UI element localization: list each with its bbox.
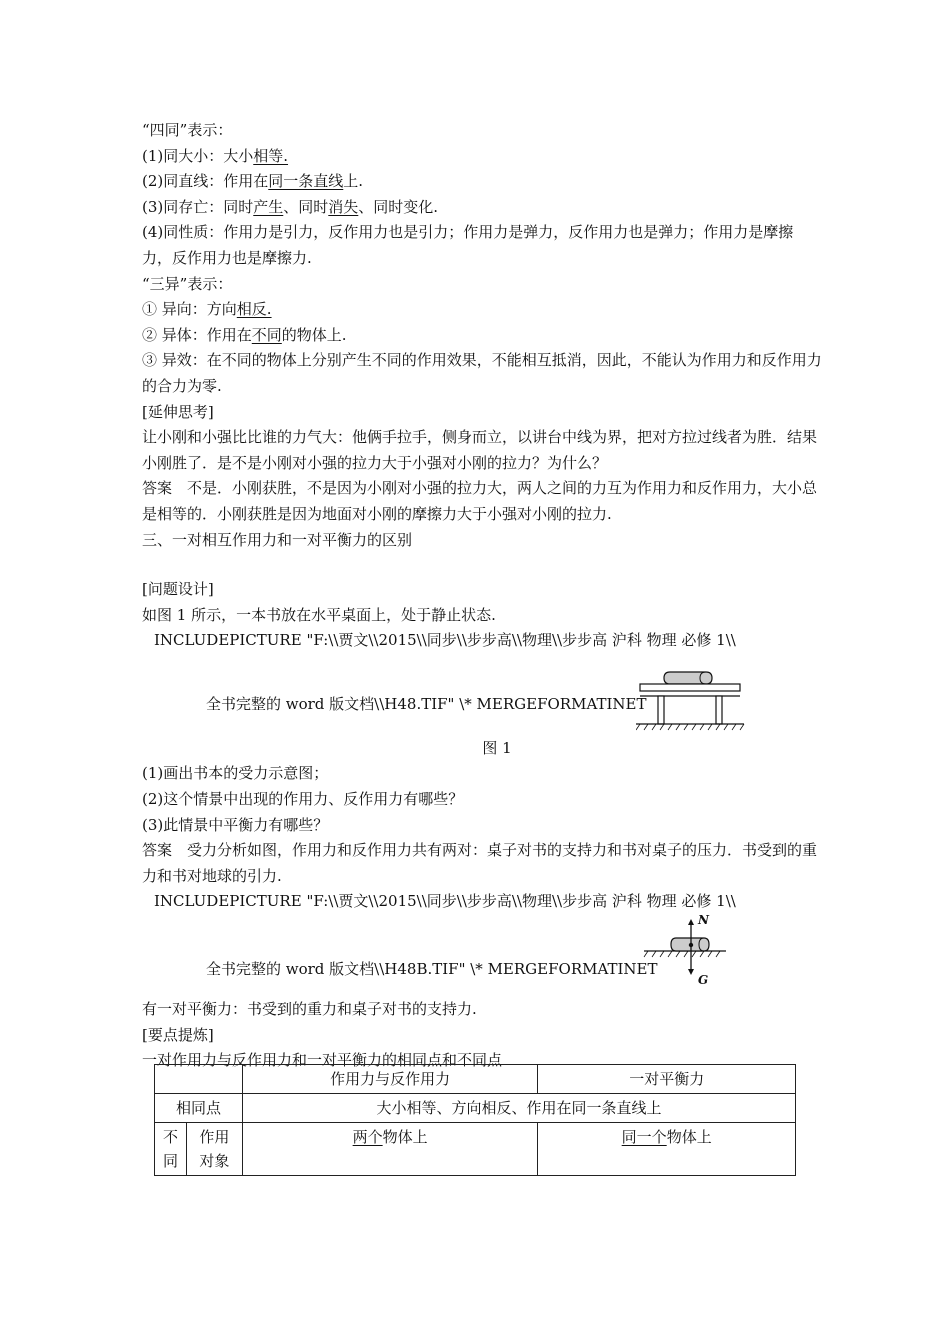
- four-same-item-1: [142, 144, 822, 170]
- text: (3)同存亡：同时: [142, 197, 254, 216]
- same-point-value: 大小相等、方向相反、作用在同一条直线上: [242, 1094, 795, 1123]
- object-action-reaction: [242, 1123, 538, 1176]
- question-3: (3)此情景中平衡力有哪些？: [142, 815, 329, 834]
- four-same-item-4: (4)同性质：作用力是引力，反作用力也是引力；作用力是弹力，反作用力也是弹力；作用力是摩擦力，反作用力也是摩擦力.: [142, 223, 794, 267]
- table-header-empty: [155, 1065, 243, 1094]
- include-field-1: INCLUDEPICTURE "F:\\贾文\\2015\\同步\\步步高\\物理\\步步高 沪科 物理 必修 1\\: [154, 631, 736, 650]
- spacer: [142, 553, 822, 577]
- three-diff-item-1: [142, 297, 822, 323]
- question-1: (1)画出书本的受力示意图；: [142, 764, 329, 783]
- balance-statement: 有一对平衡力：书受到的重力和桌子对书的支持力.: [142, 1000, 477, 1019]
- force-label-G: G: [698, 973, 709, 988]
- document-body: [142, 118, 822, 1074]
- blank-answer: 相等.: [253, 146, 289, 165]
- design-answer: 答案 受力分析如图，作用力和反作用力共有两对：桌子对书的支持力和书对桌子的压力．书受到的重力和书对地球的引力.: [142, 841, 818, 885]
- comparison-table: [154, 1064, 796, 1176]
- text: 物体上: [382, 1128, 428, 1146]
- figure-1-row: [142, 654, 822, 736]
- text: 、同时变化.: [358, 197, 439, 216]
- table-row: [155, 1123, 796, 1176]
- extend-answer: 答案 不是．小刚获胜，不是因为小刚对小强的拉力大，两人之间的力互为作用力和反作用力，大小总是相等的．小刚获胜是因为地面对小刚的摩擦力大于小强对小刚的拉力.: [142, 479, 818, 523]
- blank-answer: 产生: [253, 197, 284, 216]
- include-field-1-tail: 全书完整的 word 版文档\\H48.TIF" \* MERGEFORMATINET: [206, 694, 647, 713]
- text: ① 异向：方向: [142, 300, 237, 319]
- include-field-2: INCLUDEPICTURE "F:\\贾文\\2015\\同步\\步步高\\物理\\步步高 沪科 物理 必修 1\\: [154, 892, 736, 911]
- blank-answer: 相反.: [236, 300, 272, 319]
- force-diagram-figure: [638, 915, 728, 995]
- blank-answer: 消失: [328, 197, 359, 216]
- four-same-intro: “四同”表示：: [142, 121, 233, 139]
- different-label: [155, 1123, 187, 1176]
- table-header-balance: 一对平衡力: [538, 1065, 796, 1094]
- three-diff-item-2: [142, 323, 822, 349]
- text: 同: [162, 1152, 178, 1170]
- table-row: [155, 1094, 796, 1123]
- text: 的物体上.: [281, 325, 347, 344]
- same-point-label: 相同点: [155, 1094, 243, 1123]
- extend-heading: [延伸思考]: [142, 402, 214, 421]
- table-header-action-reaction: 作用力与反作用力: [242, 1065, 538, 1094]
- extend-question: 让小刚和小强比比谁的力气大：他俩手拉手，侧身而立，以讲台中线为界，把对方拉过线者为胜．结果小刚胜了．是不是小刚对小强的拉力大于小强对小刚的拉力？为什么？: [142, 428, 818, 472]
- include-field-2-tail: 全书完整的 word 版文档\\H48B.TIF" \* MERGEFORMATINET: [206, 960, 658, 979]
- blank-answer: 两个: [352, 1128, 383, 1146]
- figure-1-caption: 图 1: [482, 738, 512, 757]
- object-label: [186, 1123, 242, 1176]
- text: 上.: [343, 172, 364, 191]
- blank-answer: 不同: [251, 325, 282, 344]
- three-diff-item-3: ③ 异效：在不同的物体上分别产生不同的作用效果，不能相互抵消，因此，不能认为作用力和反作用力的合力为零.: [142, 351, 822, 395]
- text: 、同时: [283, 197, 329, 216]
- four-same-item-2: [142, 169, 822, 195]
- text: 物体上: [666, 1128, 712, 1146]
- text: 不: [162, 1128, 178, 1146]
- text: (1)同大小：大小: [142, 146, 254, 165]
- blank-answer: 同一个: [621, 1128, 667, 1146]
- summary-intro: 一对作用力与反作用力和一对平衡力的相同点和不同点: [142, 1051, 503, 1070]
- figure-2-row: [142, 915, 822, 997]
- book-on-table-figure: [636, 654, 746, 734]
- question-2: (2)这个情景中出现的作用力、反作用力有哪些？: [142, 790, 464, 809]
- object-balance: [538, 1123, 796, 1176]
- force-label-N: N: [698, 913, 709, 928]
- section-title: 三、一对相互作用力和一对平衡力的区别: [142, 530, 413, 549]
- text: 作用: [199, 1128, 230, 1146]
- text: ② 异体：作用在: [142, 325, 252, 344]
- three-diff-intro: “三异”表示：: [142, 274, 233, 293]
- table-row: [155, 1065, 796, 1094]
- summary-heading: [要点提炼]: [142, 1025, 214, 1044]
- four-same-item-3: [142, 195, 822, 221]
- design-intro: 如图 1 所示，一本书放在水平桌面上，处于静止状态.: [142, 605, 496, 624]
- text: 对象: [199, 1152, 230, 1170]
- design-heading: [问题设计]: [142, 580, 214, 599]
- text: (2)同直线：作用在: [142, 172, 269, 191]
- blank-answer: 同一条直线: [268, 172, 344, 191]
